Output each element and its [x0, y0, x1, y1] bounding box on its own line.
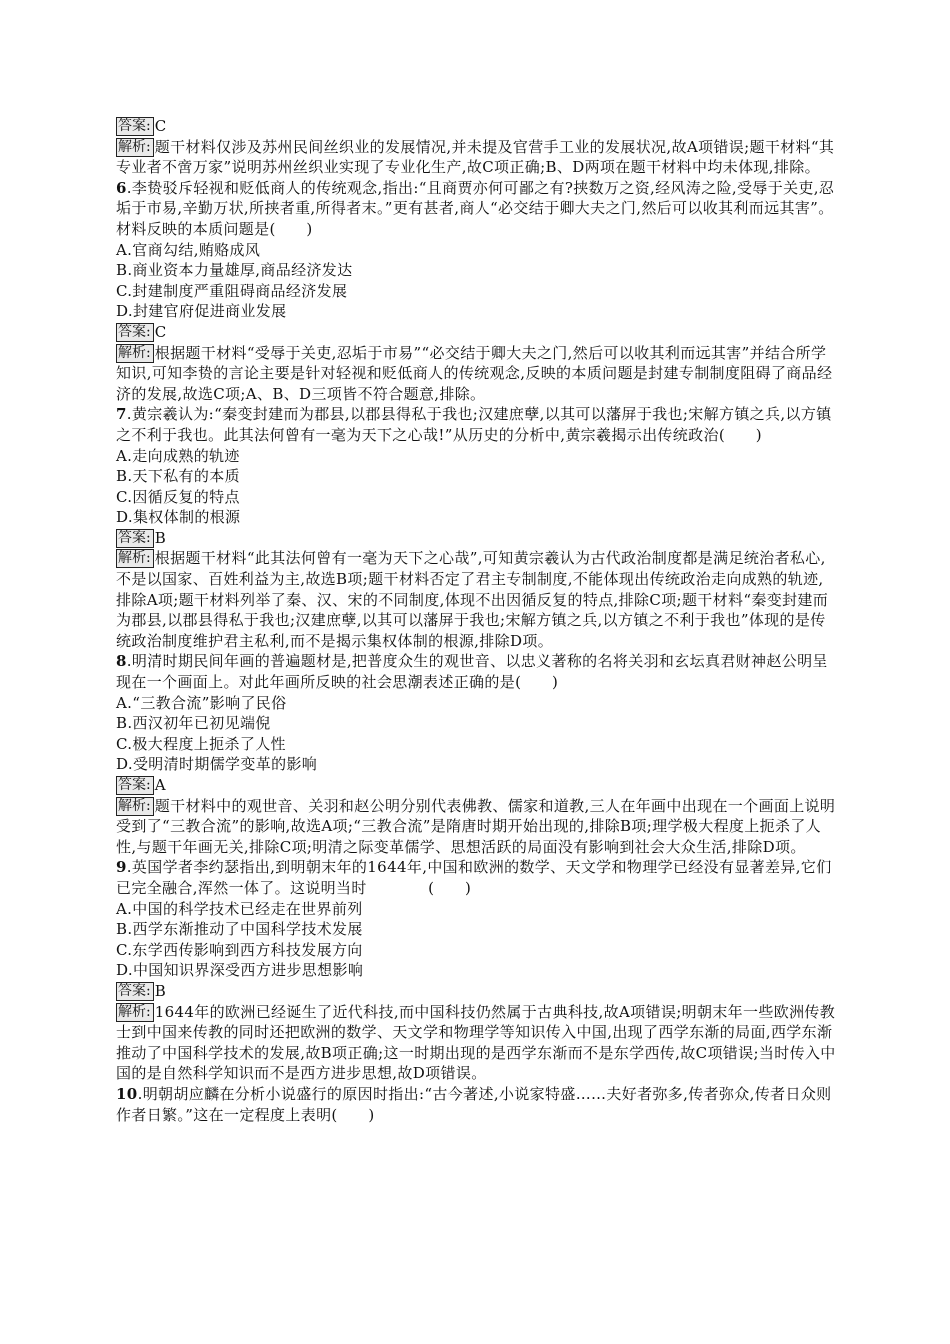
- option-a: A.走向成熟的轨迹: [116, 446, 240, 465]
- analysis-text: 题干材料仅涉及苏州民间丝织业的发展情况,并未提及官营手工业的发展状况,故A项错误;题干材料“其专业者不啻万家”说明苏州丝织业实现了专业化生产,故C项正确;B、D两项在题干材料中均未体现,排除。: [116, 137, 835, 177]
- question-number: 10: [116, 1084, 138, 1103]
- question-stem: [116, 1084, 836, 1125]
- option-c: C.因循反复的特点: [116, 487, 240, 506]
- answer-block: [116, 322, 836, 343]
- option-b: B.商业资本力量雄厚,商品经济发达: [116, 261, 353, 280]
- question-number: 9: [116, 858, 127, 877]
- question-number: 8: [116, 652, 127, 671]
- answer-label: 答案:: [116, 529, 154, 548]
- question-number: 6: [116, 178, 127, 197]
- analysis-text: 根据题干材料“此其法何曾有一毫为天下之心哉”,可知黄宗羲认为古代政治制度都是满足统治者私心,不是以国家、百姓利益为主,故选B项;题干材料否定了君主专制制度,不能体现出传统政治走向成熟的轨迹,排除A项;题干材料列举了秦、汉、宋的不同制度,体现不出因循反复的特点,排除C项;题干材料“秦变封建而为郡县,以郡县得私于我也;汉建庶孽,以其可以藩屏于我也;宋解方镇之兵,以方镇之不利于我也”体现的是传统政治制度维护君主私利,而不是揭示集权体制的根源,排除D项。: [116, 549, 829, 650]
- answer-block: [116, 528, 836, 549]
- option-c: C.封建制度严重阻碍商品经济发展: [116, 281, 348, 300]
- question-stem: [116, 404, 836, 445]
- analysis-block: [116, 1002, 836, 1084]
- question-stem: [116, 178, 836, 240]
- question-7: [116, 404, 836, 651]
- analysis-block: [116, 343, 836, 405]
- answer-block: [116, 981, 836, 1002]
- analysis-block: [116, 548, 836, 651]
- question-text: .英国学者李约瑟指出,到明朝末年的1644年,中国和欧洲的数学、天文学和物理学已经没有显著差异,它们已完全融合,浑然一体了。这说明当时 ( ): [116, 858, 832, 897]
- option-c: C.极大程度上扼杀了人性: [116, 734, 286, 753]
- answer-value: A: [154, 776, 166, 794]
- question-stem: [116, 857, 836, 898]
- option-a: A.官商勾结,贿赂成风: [116, 240, 261, 259]
- option-b: B.西学东渐推动了中国科学技术发展: [116, 920, 363, 939]
- analysis-label: 解析:: [116, 1003, 154, 1022]
- answer-label: 答案:: [116, 776, 154, 795]
- analysis-block: [116, 796, 836, 858]
- option-a: A.中国的科学技术已经走在世界前列: [116, 899, 363, 918]
- answer-value: B: [154, 981, 167, 1000]
- question-6: [116, 178, 836, 405]
- option-d: D.受明清时期儒学变革的影响: [116, 755, 318, 774]
- option-d: D.封建官府促进商业发展: [116, 302, 287, 321]
- analysis-label: 解析:: [116, 549, 154, 568]
- option-d: D.中国知识界深受西方进步思想影响: [116, 961, 364, 980]
- analysis-label: 解析:: [116, 138, 154, 157]
- answer-label: 答案:: [116, 982, 154, 1001]
- question-text: .明朝胡应麟在分析小说盛行的原因时指出:“古今著述,小说家特盛……夫好者弥多,传者弥众,传者日众则作者日繁。”这在一定程度上表明( ): [116, 1084, 832, 1124]
- question-text: .明清时期民间年画的普遍题材是,把普度众生的观世音、以忠义著称的名将关羽和玄坛真君财神赵公明呈现在一个画面上。对此年画所反映的社会思潮表述正确的是( ): [116, 652, 828, 692]
- question-text: .李贽驳斥轻视和贬低商人的传统观念,指出:“且商贾亦何可鄙之有?挟数万之资,经风涛之险,受辱于关吏,忍垢于市易,辛勤万状,所挟者重,所得者末。”更有甚者,商人“必交结于卿大夫之门,然后可以收其利而远其害”。材料反映的本质问题是( ): [116, 178, 835, 238]
- answer-label: 答案:: [116, 323, 154, 342]
- analysis-text: 题干材料中的观世音、关羽和赵公明分别代表佛教、儒家和道教,三人在年画中出现在一个画面上说明受到了“三教合流”的影响,故选A项;“三教合流”是隋唐时期开始出现的,排除B项;理学极大程度上扼杀了人性,与题干年画无关,排除C项;明清之际变革儒学、思想活跃的局面没有影响到社会大众生活,排除D项。: [116, 796, 836, 856]
- analysis-label: 解析:: [116, 344, 154, 363]
- option-b: B.天下私有的本质: [116, 467, 240, 486]
- question-text: .黄宗羲认为:“秦变封建而为郡县,以郡县得私于我也;汉建庶孽,以其可以藩屏于我也;宋解方镇之兵,以方镇之不利于我也。此其法何曾有一毫为天下之心哉!”从历史的分析中,黄宗羲揭示出传统政治( ): [116, 405, 832, 444]
- question-stem: [116, 651, 836, 692]
- answer-value: C: [154, 322, 167, 341]
- question-8: [116, 651, 836, 857]
- analysis-block: [116, 137, 836, 178]
- option-b: B.西汉初年已初见端倪: [116, 714, 271, 733]
- answer-block: [116, 775, 836, 796]
- option-a: A.“三教合流”影响了民俗: [116, 693, 287, 712]
- answer-value: B: [154, 528, 167, 547]
- analysis-text: 根据题干材料“受辱于关吏,忍垢于市易”“必交结于卿大夫之门,然后可以收其利而远其害”并结合所学知识,可知李贽的言论主要是针对轻视和贬低商人的传统观念,反映的本质问题是封建专制制度阻碍了商品经济的发展,故选C项;A、B、D三项皆不符合题意,排除。: [116, 343, 833, 403]
- answer-value: C: [154, 117, 167, 135]
- question-10: [116, 1084, 836, 1125]
- option-c: C.东学西传影响到西方科技发展方向: [116, 940, 363, 959]
- answer-block: [116, 116, 836, 137]
- analysis-label: 解析:: [116, 797, 154, 816]
- question-number: 7: [116, 405, 127, 424]
- question-9: [116, 857, 836, 1084]
- option-d: D.集权体制的根源: [116, 508, 241, 527]
- analysis-text: 1644年的欧洲已经诞生了近代科技,而中国科技仍然属于古典科技,故A项错误;明朝末年一些欧洲传教士到中国来传教的同时还把欧洲的数学、天文学和物理学等知识传入中国,出现了西学东渐的局面,西学东渐推动了中国科学技术的发展,故B项正确;这一时期出现的是西学东渐而不是东学西传,故C项错误;当时传入中国的是自然科学知识而不是西方进步思想,故D项错误。: [116, 1002, 836, 1083]
- answer-label: 答案:: [116, 117, 154, 136]
- document-page: [116, 116, 836, 1125]
